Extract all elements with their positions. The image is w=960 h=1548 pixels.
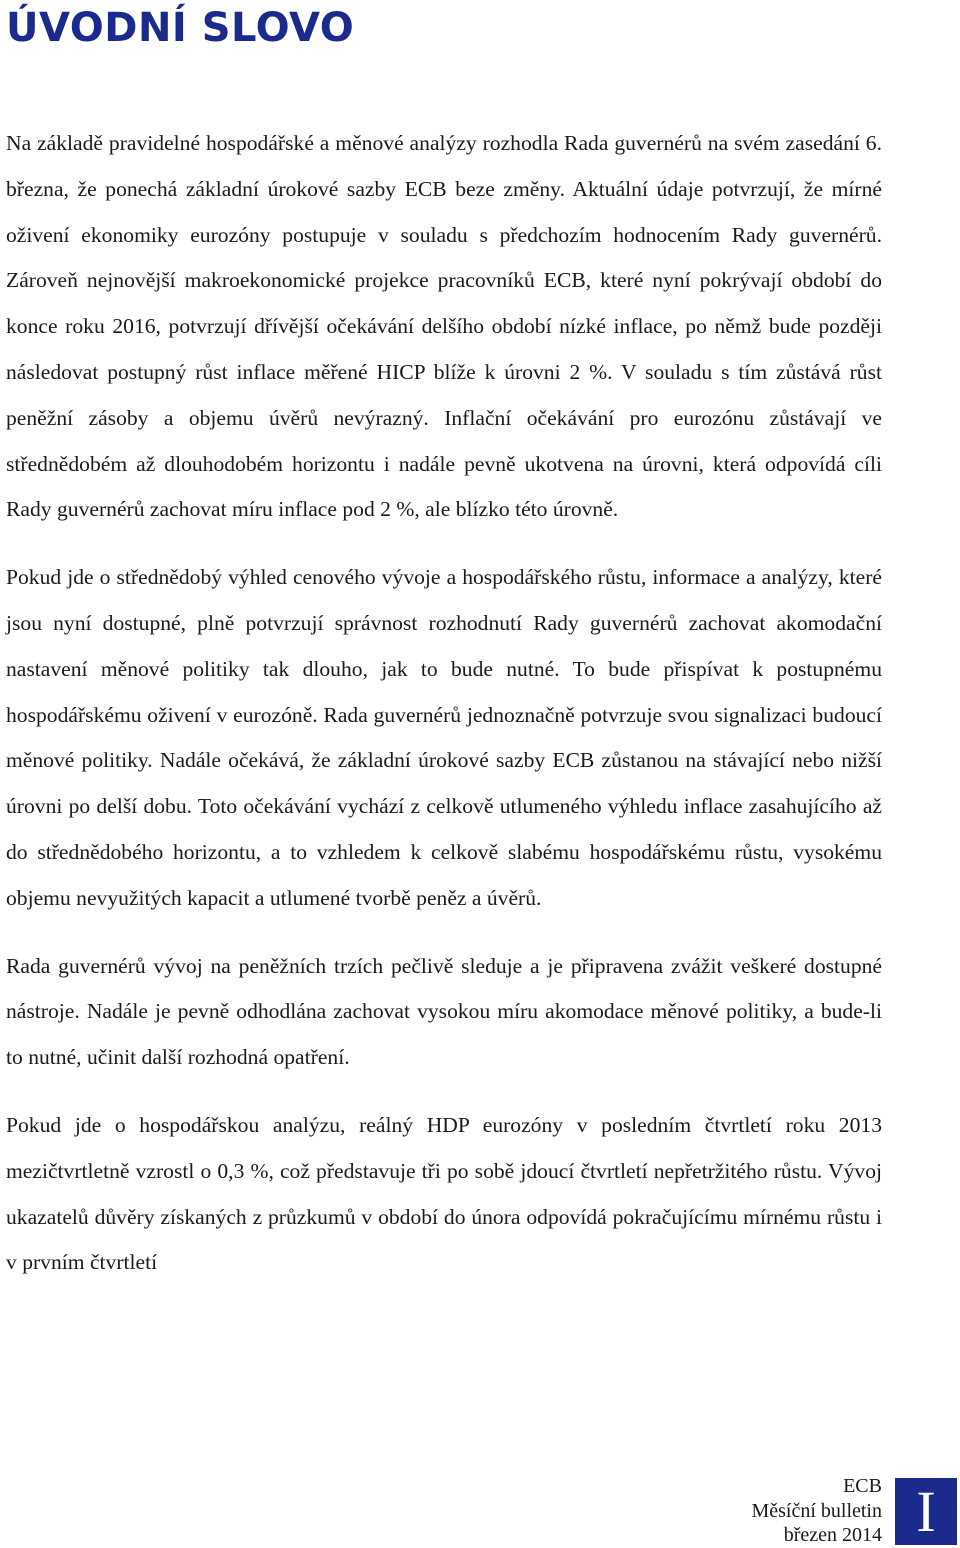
footer-publication: Měsíční bulletin <box>751 1499 882 1522</box>
paragraph: Pokud jde o hospodářskou analýzu, reálný HDP eurozóny v posledním čtvrtletí roku 2013 mezičtvrtletně vzrostl o 0,3 %, což představuje tři po sobě jdoucí čtvrtletí nepřetržitého růstu. Vývoj ukazatelů důvěry získaných z průzkumů v období do února odpovídá pokračujícímu mírnému růstu i v prvním čtvrtletí <box>6 1112 882 1275</box>
paragraph: Rada guvernérů vývoj na peněžních trzích pečlivě sleduje a je připravena zvážit veškeré dostupné nástroje. Nadále je pevně odhodlána zachovat vysokou míru akomodace měnové politiky, a bude-li to nutné, učinit další rozhodná opatření. <box>6 953 882 1070</box>
paragraph: Pokud jde o střednědobý výhled cenového vývoje a hospodářského růstu, informace a analýzy, které jsou nyní dostupné, plně potvrzují správnost rozhodnutí Rady guvernérů zachovat akomodační nastavení měnové politiky tak dlouho, jak to bude nutné. To bude přispívat k postupnému hospodářskému oživení v eurozóně. Rada guvernérů jednoznačně potvrzuje svou signalizaci budoucí měnové politiky. Nadále očekává, že základní úrokové sazby ECB zůstanou na stávající nebo nižší úrovni po delší dobu. Toto očekávání vychází z celkově utlumeného výhledu inflace zasahujícího až do střednědobého horizontu, a to vzhledem k celkově slabému hospodářskému růstu, vysokému objemu nevyužitých kapacit a utlumené tvorbě peněz a úvěrů. <box>6 565 882 910</box>
paragraph: Na základě pravidelné hospodářské a měnové analýzy rozhodla Rada guvernérů na svém zasedání 6. března, že ponechá základní úrokové sazby ECB beze změny. Aktuální údaje potvrzují, že mírné oživení ekonomiky eurozóny postupuje v souladu s předchozím hodnocením Rady guvernérů. Zároveň nejnovější makroekonomické projekce pracovníků ECB, které nyní pokrývají období do konce roku 2016, potvrzují dřívější očekávání delšího období nízké inflace, po němž bude později následovat postupný růst inflace měřené HICP blíže k úrovni 2 %. V souladu s tím zůstává růst peněžní zásoby a objemu úvěrů nevýrazný. Inflační očekávání pro eurozónu zůstávají ve střednědobém až dlouhodobém horizontu i nadále pevně ukotvena na úrovni, která odpovídá cíli Rady guvernérů zachovat míru inflace pod 2 %, ale blízko této úrovně. <box>6 131 882 522</box>
section-number-badge: I <box>895 1478 957 1545</box>
body-text <box>6 121 882 1308</box>
page-title: ÚVODNÍ SLOVO <box>6 5 355 51</box>
footer-publisher: ECB <box>843 1475 882 1497</box>
footer-date: březen 2014 <box>783 1524 882 1546</box>
page-footer <box>751 1474 882 1548</box>
